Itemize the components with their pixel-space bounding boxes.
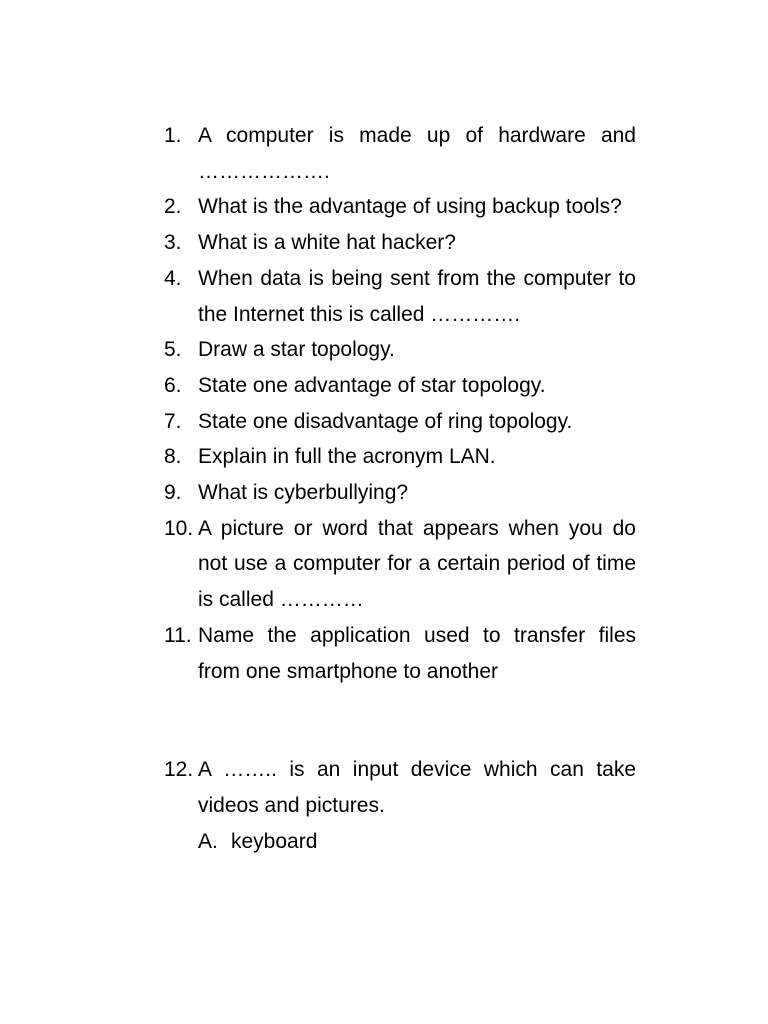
- question-text: What is a white hat hacker?: [198, 231, 456, 255]
- question-text: A …….. is an input device which can take videos and pictures.: [198, 758, 636, 817]
- question-number: 6.: [164, 373, 182, 397]
- question-item: [164, 618, 636, 689]
- question-item: [164, 752, 636, 823]
- question-text: What is the advantage of using backup tools?: [198, 195, 622, 219]
- question-item: [164, 404, 636, 440]
- question-number: 5.: [164, 338, 182, 362]
- question-number: 11.: [164, 623, 192, 647]
- question-number: 3.: [164, 231, 182, 255]
- question-item: [164, 225, 636, 261]
- question-item: [164, 511, 636, 618]
- question-text: Explain in full the acronym LAN.: [198, 445, 496, 469]
- question-text: Name the application used to transfer files from one smartphone to another: [198, 623, 636, 683]
- question-text: When data is being sent from the computer to the Internet this is called ………….: [198, 266, 636, 326]
- question-item: [164, 475, 636, 511]
- question-number: 10.: [164, 516, 194, 540]
- question-text: State one advantage of star topology.: [198, 373, 546, 397]
- question-number: 2.: [164, 195, 182, 219]
- question-item: [164, 332, 636, 368]
- option-text: keyboard: [231, 829, 318, 853]
- question-item: [164, 261, 636, 332]
- question-text: What is cyberbullying?: [198, 481, 409, 505]
- spacer: [164, 689, 636, 752]
- question-item: [164, 118, 636, 189]
- question-number: 1.: [164, 124, 182, 147]
- question-text: A picture or word that appears when you do not use a computer for a certain period of time is called …………: [198, 516, 636, 612]
- question-list: [164, 118, 636, 859]
- answer-option: [198, 824, 636, 860]
- question-number: 8.: [164, 445, 182, 469]
- question-number: 4.: [164, 266, 182, 290]
- question-number: 9.: [164, 481, 182, 505]
- question-number: 12.: [164, 758, 194, 782]
- question-text: State one disadvantage of ring topology.: [198, 409, 573, 433]
- question-item: [164, 368, 636, 404]
- question-number: 7.: [164, 409, 182, 433]
- question-item: [164, 189, 636, 225]
- question-text: A computer is made up of hardware and ……………….: [198, 124, 636, 183]
- question-item: [164, 439, 636, 475]
- question-text: Draw a star topology.: [198, 338, 395, 362]
- option-label: A.: [198, 829, 218, 853]
